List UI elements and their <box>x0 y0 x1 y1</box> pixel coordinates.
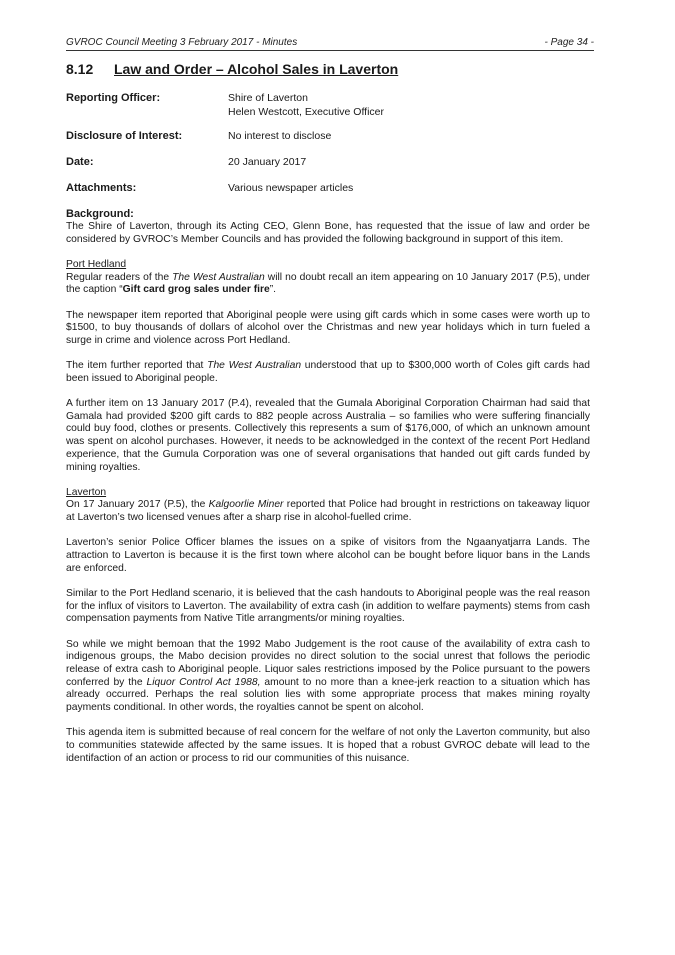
laverton-paragraph-1: On 17 January 2017 (P.5), the Kalgoorlie Miner reported that Police had brought in restrictions on takeaway liquor at Laverton’s two licensed venues after a sharp rise in alcohol-fuelled crime. <box>66 499 591 524</box>
reporting-officer-value <box>228 91 384 119</box>
attachments-value: Various newspaper articles <box>228 182 354 194</box>
publication-name: The West Australian <box>207 360 302 372</box>
port-hedland-paragraph-2: The newspaper item reported that Aboriginal people were using gift cards which in some cases were worth up to $1500, to buy thousands of dollars of alcohol over the Christmas and new year holidays which in turn fueled a surge in crime and violence across Port Hedland. <box>66 309 590 346</box>
header-meeting-title: GVROC Council Meeting 3 February 2017 - Minutes <box>66 37 298 48</box>
page-header <box>66 37 594 51</box>
reporting-officer-label: Reporting Officer: <box>66 92 161 104</box>
item-heading: Law and Order – Alcohol Sales in Laverton <box>114 61 399 77</box>
port-hedland-paragraph-3: The item further reported that The West Australian understood that up to $300,000 worth of Coles gift cards had been issued to Aboriginal people. <box>66 360 590 384</box>
attachments-label: Attachments: <box>66 182 137 194</box>
reporting-officer-line1: Shire of Laverton <box>228 92 308 104</box>
port-hedland-paragraph-4: A further item on 13 January 2017 (P.4), revealed that the Gumala Aboriginal Corporation Chairman had said that Gamala had provided $200 gift cards to 882 people across Australia – so families who were suffering financially could buy food, clothes or presents. Collectively this represents a sum of $176,000, of which an unknown amount was spent on alcohol purchases. However, it needs to be acknowledged in the context of the recent Port Hedland experience, that the Gumula Corporation was one of several organisations that handed out gift cards funded by mining royalties. <box>66 398 590 473</box>
reporting-officer-line2: Helen Westcott, Executive Officer <box>228 106 385 118</box>
disclosure-label: Disclosure of Interest: <box>66 130 183 142</box>
header-page-number: - Page 34 - <box>544 37 594 48</box>
laverton-paragraph-4: So while we might bemoan that the 1992 Mabo Judgement is the root cause of the availability of extra cash to indigenous groups, the Mabo decision provides no direct solution to the social unrest that follows the periodic release of extra cash to Aboriginal people. Liquor sales restrictions imposed by the Police pursuant to the powers conferred by the Liquor Control Act 1988, amount to no more than a knee-jerk reaction to a situation which has already occurred. Perhaps the real solution lies with some appropriate process that makes mining royalty payments conditional. In other words, the royalties cannot be spent on alcohol. <box>66 638 590 714</box>
port-hedland-heading: Port Hedland <box>66 258 127 270</box>
laverton-paragraph-5: This agenda item is submitted because of real concern for the welfare of not only the Laverton community, but also to communities statewide affected by the same issues. It is hoped that a robust GVROC debate will lead to the identifaction of an action or process to rid our communities of this nuisance. <box>66 727 590 764</box>
item-number: 8.12 <box>66 61 94 77</box>
laverton-paragraph-3: Similar to the Port Hedland scenario, it is believed that the cash handouts to Aboriginal people was the real reason for the influx of visitors to Laverton. The availability of extra cash (in addition to welfare payments) stems from cash compensation payments from Native Title arrangments/or mining royalties. <box>66 587 590 625</box>
disclosure-value: No interest to disclose <box>228 130 332 142</box>
laverton-heading: Laverton <box>66 486 107 498</box>
background-intro: The Shire of Laverton, through its Acting CEO, Glenn Bone, has requested that the issue of law and order be considered by GVROC’s Member Councils and has provided the following background in support of this item. <box>66 221 590 245</box>
background-heading: Background: <box>66 208 134 220</box>
article-caption: Gift card grog sales under fire <box>122 284 270 296</box>
publication-name: The West Australian <box>172 271 265 283</box>
publication-name: Kalgoorlie Miner <box>208 499 284 511</box>
port-hedland-paragraph-1: Regular readers of the The West Australian will no doubt recall an item appearing on 10 January 2017 (P.5), under the caption “Gift card grog sales under fire”. <box>66 271 590 296</box>
date-value: 20 January 2017 <box>228 156 307 168</box>
document-body <box>66 208 590 778</box>
date-label: Date: <box>66 156 94 168</box>
laverton-paragraph-2: Laverton’s senior Police Officer blames the issues on a spike of visitors from the Ngaanyatjarra Lands. The attraction to Laverton is because it is the first town where alcohol can be bought before liquor bans in the Lands are enforced. <box>66 537 590 574</box>
item-title <box>66 61 398 77</box>
act-name: Liquor Control Act 1988, <box>146 676 261 688</box>
